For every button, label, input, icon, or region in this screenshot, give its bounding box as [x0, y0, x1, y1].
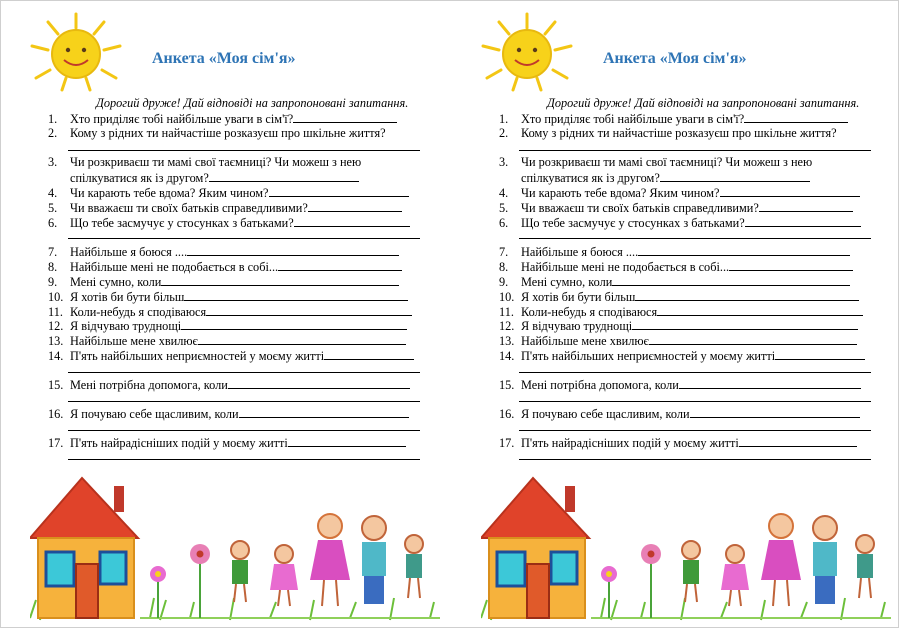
question-item	[48, 377, 438, 392]
answer-blank[interactable]	[187, 244, 399, 256]
question-number: 6.	[499, 216, 509, 230]
question-item	[48, 274, 438, 289]
answer-blank[interactable]	[657, 304, 863, 316]
question-number: 13.	[499, 334, 515, 348]
questionnaire-sheet-left	[0, 0, 448, 628]
questionnaire-intro: Дорогий друже! Дай відповіді на запропоновані запитання.	[547, 96, 860, 110]
question-number: 7.	[48, 245, 58, 259]
question-item	[48, 155, 438, 169]
question-item	[48, 259, 438, 274]
question-item	[499, 304, 889, 319]
answer-blank[interactable]	[612, 274, 850, 286]
question-number: 16.	[48, 407, 64, 421]
answer-blank[interactable]	[269, 185, 409, 197]
answer-blank[interactable]	[759, 200, 853, 212]
question-text-line2: спілкуватися як із другом?	[521, 171, 660, 185]
answer-blank[interactable]	[288, 435, 406, 447]
question-item	[48, 348, 438, 363]
question-item	[48, 406, 438, 421]
question-text: Хто приділяє тобі найбільше уваги в сім'ї?	[521, 112, 745, 126]
question-item	[48, 111, 438, 126]
questionnaire-title: Анкета «Моя сім'я»	[603, 50, 747, 67]
answer-line[interactable]	[519, 238, 871, 239]
question-number: 3.	[48, 155, 58, 169]
question-text: Я хотів би бути більш	[70, 290, 185, 304]
answer-blank[interactable]	[324, 348, 414, 360]
question-number: 12.	[499, 319, 515, 333]
question-text: Що тебе засмучує у стосунках з батьками?	[70, 216, 294, 230]
question-number: 10.	[499, 290, 515, 304]
question-number: 4.	[48, 186, 58, 200]
question-number: 16.	[499, 407, 515, 421]
question-text: Найбільше мене хвилює	[521, 334, 649, 348]
question-item	[499, 377, 889, 392]
question-number: 14.	[48, 349, 64, 363]
question-text-continued	[70, 170, 359, 186]
question-text-continued	[521, 170, 810, 186]
question-number: 17.	[48, 436, 64, 450]
question-number: 9.	[499, 275, 509, 289]
answer-blank[interactable]	[720, 185, 860, 197]
question-item	[48, 244, 438, 259]
question-text: Хто приділяє тобі найбільше уваги в сім'ї?	[70, 112, 294, 126]
question-item	[499, 244, 889, 259]
question-text: Що тебе засмучує у стосунках з батьками?	[521, 216, 745, 230]
question-text: Чи карають тебе вдома? Яким чином?	[521, 186, 720, 200]
question-item	[499, 185, 889, 200]
question-item	[499, 406, 889, 421]
question-text: П'ять найбільших неприємностей у моєму житті	[70, 349, 325, 363]
answer-line[interactable]	[68, 401, 420, 402]
answer-blank[interactable]	[228, 377, 410, 389]
question-item	[48, 435, 438, 450]
question-item	[499, 200, 889, 215]
answer-blank[interactable]	[184, 289, 408, 301]
question-number: 2.	[48, 126, 58, 140]
answer-blank[interactable]	[690, 406, 860, 418]
answer-line[interactable]	[68, 459, 420, 460]
question-number: 8.	[499, 260, 509, 274]
question-item	[48, 289, 438, 304]
answer-line[interactable]	[519, 430, 871, 431]
question-text: Коли-небудь я сподіваюся	[70, 305, 207, 319]
answer-blank[interactable]	[278, 259, 402, 271]
answer-blank[interactable]	[181, 318, 407, 330]
answer-blank[interactable]	[729, 259, 853, 271]
question-number: 9.	[48, 275, 58, 289]
question-number: 11.	[499, 305, 514, 319]
question-text: Я відчуваю труднощі	[521, 319, 633, 333]
answer-blank[interactable]	[635, 289, 859, 301]
question-item	[48, 333, 438, 348]
question-item	[499, 289, 889, 304]
question-text: Чи розкриваєш ти мамі свої таємниці? Чи можеш з нею	[521, 155, 813, 169]
questionnaire-sheet-right	[451, 0, 899, 628]
question-number: 6.	[48, 216, 58, 230]
question-item	[499, 333, 889, 348]
answer-line[interactable]	[519, 372, 871, 373]
question-item	[48, 200, 438, 215]
question-item	[48, 304, 438, 319]
answer-blank[interactable]	[679, 377, 861, 389]
answer-line[interactable]	[519, 459, 871, 460]
question-item	[499, 111, 889, 126]
questionnaire-title: Анкета «Моя сім'я»	[152, 50, 296, 67]
question-text: Мені потрібна допомога, коли	[70, 378, 228, 392]
question-item	[499, 259, 889, 274]
question-item	[499, 348, 889, 363]
family-house-drawing	[481, 468, 891, 626]
answer-blank[interactable]	[739, 435, 857, 447]
question-item	[499, 215, 889, 230]
answer-line[interactable]	[68, 372, 420, 373]
answer-blank[interactable]	[294, 215, 410, 227]
question-text: П'ять найрадісніших подій у моєму житті	[521, 436, 739, 450]
question-text: Мені сумно, коли	[70, 275, 162, 289]
question-text: П'ять найрадісніших подій у моєму житті	[70, 436, 288, 450]
answer-blank[interactable]	[649, 333, 857, 345]
sun-drawing	[28, 12, 124, 94]
sun-drawing	[479, 12, 575, 94]
question-text: Чи вважаєш ти своїх батьків справедливими?	[521, 201, 759, 215]
question-text: Я хотів би бути більш	[521, 290, 636, 304]
question-text: Найбільше мені не подобається в собі...	[70, 260, 279, 274]
answer-blank[interactable]	[744, 111, 848, 123]
question-text: Чи розкриваєш ти мамі свої таємниці? Чи можеш з нею	[70, 155, 362, 169]
question-text: Чи вважаєш ти своїх батьків справедливими?	[70, 201, 308, 215]
answer-line[interactable]	[68, 150, 420, 151]
question-item	[499, 155, 889, 169]
question-text: Мені сумно, коли	[521, 275, 613, 289]
question-number: 5.	[499, 201, 509, 215]
answer-line[interactable]	[68, 430, 420, 431]
family-house-drawing	[30, 468, 440, 626]
answer-blank[interactable]	[209, 170, 359, 182]
questionnaire-intro: Дорогий друже! Дай відповіді на запропоновані запитання.	[96, 96, 409, 110]
question-item	[499, 318, 889, 333]
question-text: Найбільше мені не подобається в собі...	[521, 260, 730, 274]
question-text: Я відчуваю труднощі	[70, 319, 182, 333]
answer-blank[interactable]	[638, 244, 850, 256]
question-number: 4.	[499, 186, 509, 200]
question-text: Я почуваю себе щасливим, коли	[521, 407, 690, 421]
question-text: Чи карають тебе вдома? Яким чином?	[70, 186, 269, 200]
question-number: 13.	[48, 334, 64, 348]
question-item	[499, 126, 889, 140]
question-number: 17.	[499, 436, 515, 450]
question-number: 15.	[48, 378, 64, 392]
question-item	[48, 126, 438, 140]
answer-blank[interactable]	[293, 111, 397, 123]
answer-blank[interactable]	[198, 333, 406, 345]
question-number: 1.	[48, 112, 58, 126]
question-number: 7.	[499, 245, 509, 259]
question-item	[48, 215, 438, 230]
question-item	[48, 318, 438, 333]
answer-blank[interactable]	[775, 348, 865, 360]
question-text: Мені потрібна допомога, коли	[521, 378, 679, 392]
question-number: 10.	[48, 290, 64, 304]
question-text: Найбільше мене хвилює	[70, 334, 198, 348]
question-number: 5.	[48, 201, 58, 215]
question-text: Я почуваю себе щасливим, коли	[70, 407, 239, 421]
answer-line[interactable]	[519, 401, 871, 402]
question-text: Кому з рідних ти найчастіше розказуєш про шкільне життя?	[521, 126, 837, 140]
answer-blank[interactable]	[161, 274, 399, 286]
question-text: Коли-небудь я сподіваюся	[521, 305, 658, 319]
question-number: 3.	[499, 155, 509, 169]
answer-line[interactable]	[68, 238, 420, 239]
question-text: Найбільше я боюся ....	[521, 245, 639, 259]
answer-line[interactable]	[519, 150, 871, 151]
question-item	[499, 274, 889, 289]
question-number: 12.	[48, 319, 64, 333]
question-item	[499, 435, 889, 450]
answer-blank[interactable]	[239, 406, 409, 418]
answer-blank[interactable]	[206, 304, 412, 316]
question-number: 14.	[499, 349, 515, 363]
question-text-line2: спілкуватися як із другом?	[70, 171, 209, 185]
question-number: 11.	[48, 305, 63, 319]
answer-blank[interactable]	[308, 200, 402, 212]
answer-blank[interactable]	[632, 318, 858, 330]
question-number: 1.	[499, 112, 509, 126]
question-number: 15.	[499, 378, 515, 392]
question-text: Найбільше я боюся ....	[70, 245, 188, 259]
answer-blank[interactable]	[660, 170, 810, 182]
answer-blank[interactable]	[745, 215, 861, 227]
question-number: 8.	[48, 260, 58, 274]
question-text: П'ять найбільших неприємностей у моєму житті	[521, 349, 776, 363]
question-number: 2.	[499, 126, 509, 140]
question-text: Кому з рідних ти найчастіше розказуєш про шкільне життя?	[70, 126, 386, 140]
question-item	[48, 185, 438, 200]
